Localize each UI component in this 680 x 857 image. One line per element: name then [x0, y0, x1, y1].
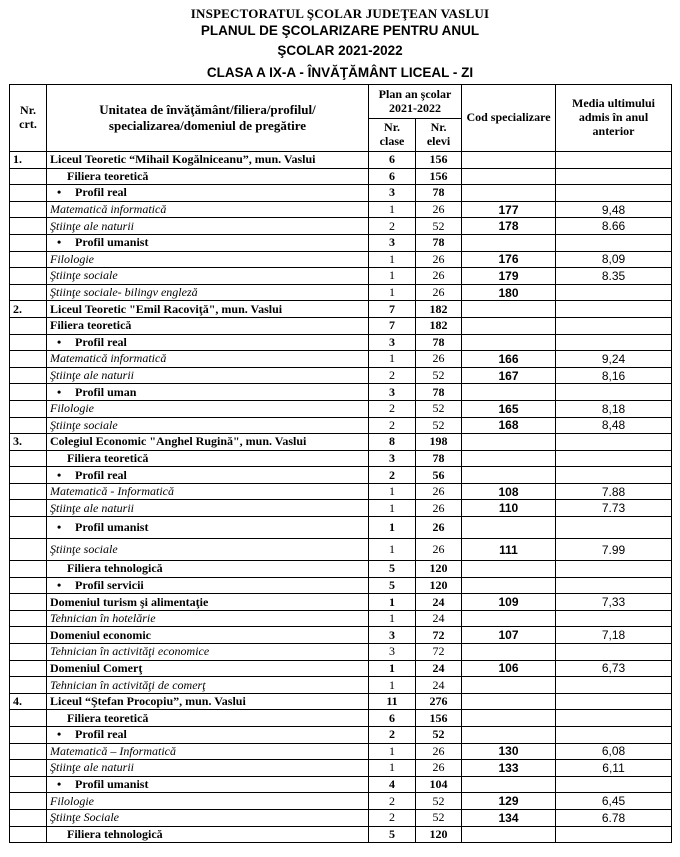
nr-clase-cell: 8 — [369, 434, 416, 451]
filiera-name: Filiera teoretică — [47, 710, 369, 727]
table-row — [10, 434, 672, 451]
table-row — [10, 776, 672, 793]
specialization-name: Ştiinţe Sociale — [47, 809, 369, 826]
row-number: 4. — [10, 693, 47, 710]
nr-clase-cell: 1 — [369, 201, 416, 218]
qualification-name: Tehnician în activităţi de comerţ — [47, 677, 369, 694]
row-number — [10, 644, 47, 661]
filiera-name: Filiera teoretică — [47, 168, 369, 185]
column-header-nr-clase: Nr. clase — [369, 119, 416, 152]
profile-name: • Profil umanist — [47, 234, 369, 251]
row-number — [10, 793, 47, 810]
cod-cell — [462, 168, 556, 185]
specialization-name: Matematică - Informatică — [47, 483, 369, 500]
row-number — [10, 367, 47, 384]
nr-elevi-cell: 56 — [416, 467, 462, 484]
table-row — [10, 577, 672, 594]
media-cell — [556, 677, 672, 694]
nr-elevi-cell: 24 — [416, 610, 462, 627]
media-cell: 7,18 — [556, 627, 672, 644]
table-row — [10, 400, 672, 417]
table-row — [10, 268, 672, 285]
media-cell: 7.73 — [556, 500, 672, 517]
cod-cell — [462, 185, 556, 202]
nr-elevi-cell: 26 — [416, 268, 462, 285]
row-number — [10, 234, 47, 251]
nr-elevi-cell: 52 — [416, 400, 462, 417]
media-cell: 8,16 — [556, 367, 672, 384]
table-row — [10, 644, 672, 661]
row-number — [10, 660, 47, 677]
cod-cell: 134 — [462, 809, 556, 826]
specialization-name: Ştiinţe sociale- bilingv engleză — [47, 284, 369, 301]
media-cell: 8,18 — [556, 400, 672, 417]
nr-elevi-cell: 52 — [416, 809, 462, 826]
cod-cell — [462, 517, 556, 539]
profile-name: • Profil real — [47, 727, 369, 744]
specialization-name: Ştiinţe sociale — [47, 417, 369, 434]
media-cell: 6,45 — [556, 793, 672, 810]
media-cell — [556, 384, 672, 401]
cod-cell — [462, 467, 556, 484]
row-number — [10, 467, 47, 484]
row-number — [10, 201, 47, 218]
table-row — [10, 284, 672, 301]
nr-clase-cell: 3 — [369, 384, 416, 401]
nr-clase-cell: 6 — [369, 152, 416, 169]
row-number: 3. — [10, 434, 47, 451]
row-number — [10, 483, 47, 500]
table-row — [10, 539, 672, 561]
nr-elevi-cell: 26 — [416, 517, 462, 539]
cod-cell — [462, 301, 556, 318]
cod-cell — [462, 610, 556, 627]
table-row — [10, 727, 672, 744]
school-name: Liceul Teoretic “Mihail Kogălniceanu”, mun. Vaslui — [47, 152, 369, 169]
table-row — [10, 251, 672, 268]
nr-elevi-cell: 26 — [416, 284, 462, 301]
table-row — [10, 793, 672, 810]
nr-clase-cell: 1 — [369, 351, 416, 368]
row-number — [10, 594, 47, 611]
nr-clase-cell: 6 — [369, 168, 416, 185]
specialization-name: Ştiinţe sociale — [47, 539, 369, 561]
cod-cell — [462, 384, 556, 401]
row-number — [10, 284, 47, 301]
row-number — [10, 218, 47, 235]
profile-name: • Profil real — [47, 185, 369, 202]
qualification-name: Tehnician în activităţi economice — [47, 644, 369, 661]
table-row — [10, 185, 672, 202]
media-cell — [556, 301, 672, 318]
cod-cell: 179 — [462, 268, 556, 285]
nr-clase-cell: 3 — [369, 450, 416, 467]
cod-cell: 178 — [462, 218, 556, 235]
cod-cell — [462, 727, 556, 744]
column-header-plan: Plan an şcolar 2021-2022 — [369, 85, 462, 119]
media-cell — [556, 693, 672, 710]
qualification-name: Tehnician în hotelărie — [47, 610, 369, 627]
nr-clase-cell: 1 — [369, 610, 416, 627]
nr-clase-cell: 1 — [369, 660, 416, 677]
media-cell: 9,48 — [556, 201, 672, 218]
table-row — [10, 561, 672, 578]
cod-cell: 109 — [462, 594, 556, 611]
nr-elevi-cell: 24 — [416, 660, 462, 677]
filiera-name: Filiera tehnologică — [47, 826, 369, 843]
nr-clase-cell: 1 — [369, 500, 416, 517]
filiera-name: Filiera teoretică — [47, 450, 369, 467]
specialization-name: Ştiinţe ale naturii — [47, 218, 369, 235]
specialization-name: Filologie — [47, 793, 369, 810]
nr-clase-cell: 1 — [369, 760, 416, 777]
table-row — [10, 201, 672, 218]
table-row — [10, 809, 672, 826]
table-row — [10, 218, 672, 235]
nr-clase-cell: 7 — [369, 317, 416, 334]
media-cell — [556, 826, 672, 843]
table-row — [10, 826, 672, 843]
table-row — [10, 417, 672, 434]
table-row — [10, 710, 672, 727]
nr-clase-cell: 1 — [369, 268, 416, 285]
table-row — [10, 234, 672, 251]
nr-elevi-cell: 156 — [416, 168, 462, 185]
cod-cell: 111 — [462, 539, 556, 561]
column-header-media: Media ultimului admis în anul anterior — [556, 85, 672, 152]
cod-cell: 180 — [462, 284, 556, 301]
cod-cell — [462, 334, 556, 351]
nr-elevi-cell: 120 — [416, 826, 462, 843]
row-number — [10, 400, 47, 417]
nr-elevi-cell: 52 — [416, 727, 462, 744]
nr-elevi-cell: 156 — [416, 152, 462, 169]
cod-cell: 168 — [462, 417, 556, 434]
domain-name: Domeniul economic — [47, 627, 369, 644]
media-cell — [556, 727, 672, 744]
cod-cell — [462, 644, 556, 661]
cod-cell — [462, 577, 556, 594]
media-cell — [556, 185, 672, 202]
row-number — [10, 627, 47, 644]
row-number — [10, 351, 47, 368]
nr-clase-cell: 2 — [369, 727, 416, 744]
nr-elevi-cell: 182 — [416, 301, 462, 318]
table-row — [10, 450, 672, 467]
table-row — [10, 317, 672, 334]
table-row — [10, 660, 672, 677]
row-number: 2. — [10, 301, 47, 318]
row-number — [10, 168, 47, 185]
nr-elevi-cell: 120 — [416, 561, 462, 578]
nr-clase-cell: 5 — [369, 577, 416, 594]
nr-clase-cell: 3 — [369, 185, 416, 202]
media-cell — [556, 334, 672, 351]
nr-clase-cell: 2 — [369, 417, 416, 434]
nr-clase-cell: 2 — [369, 367, 416, 384]
cod-cell — [462, 776, 556, 793]
nr-clase-cell: 5 — [369, 826, 416, 843]
media-cell — [556, 434, 672, 451]
cod-cell: 108 — [462, 483, 556, 500]
nr-elevi-cell: 78 — [416, 334, 462, 351]
media-cell — [556, 561, 672, 578]
nr-elevi-cell: 26 — [416, 539, 462, 561]
nr-clase-cell: 1 — [369, 743, 416, 760]
cod-cell: 129 — [462, 793, 556, 810]
nr-clase-cell: 2 — [369, 218, 416, 235]
cod-cell — [462, 693, 556, 710]
table-row — [10, 500, 672, 517]
school-name: Liceul Teoretic "Emil Racoviţă", mun. Vaslui — [47, 301, 369, 318]
cod-cell — [462, 561, 556, 578]
cod-cell — [462, 826, 556, 843]
cod-cell — [462, 317, 556, 334]
nr-elevi-cell: 26 — [416, 251, 462, 268]
row-number — [10, 517, 47, 539]
nr-elevi-cell: 24 — [416, 594, 462, 611]
cod-cell: 133 — [462, 760, 556, 777]
row-number — [10, 268, 47, 285]
profile-name: • Profil umanist — [47, 776, 369, 793]
nr-elevi-cell: 78 — [416, 450, 462, 467]
media-cell — [556, 467, 672, 484]
column-header-nr-crt: Nr. crt. — [10, 85, 47, 152]
specialization-name: Filologie — [47, 400, 369, 417]
row-number — [10, 710, 47, 727]
row-number — [10, 577, 47, 594]
table-row — [10, 677, 672, 694]
nr-elevi-cell: 52 — [416, 367, 462, 384]
nr-clase-cell: 2 — [369, 809, 416, 826]
row-number — [10, 610, 47, 627]
specialization-name: Ştiinţe ale naturii — [47, 367, 369, 384]
media-cell: 9,24 — [556, 351, 672, 368]
media-cell — [556, 234, 672, 251]
cod-cell: 176 — [462, 251, 556, 268]
column-header-cod: Cod specializare — [462, 85, 556, 152]
nr-clase-cell: 1 — [369, 483, 416, 500]
media-cell — [556, 644, 672, 661]
nr-clase-cell: 2 — [369, 467, 416, 484]
inspectorate-title: INSPECTORATUL ŞCOLAR JUDEŢEAN VASLUI — [190, 6, 490, 21]
class-level-title: CLASA A IX-A - ÎNVĂŢĂMÂNT LICEAL - ZI — [206, 65, 474, 80]
table-row — [10, 610, 672, 627]
nr-elevi-cell: 52 — [416, 417, 462, 434]
nr-clase-cell: 3 — [369, 334, 416, 351]
row-number — [10, 561, 47, 578]
row-number: 1. — [10, 152, 47, 169]
filiera-name: Filiera tehnologică — [47, 561, 369, 578]
cod-cell — [462, 677, 556, 694]
media-cell: 8,09 — [556, 251, 672, 268]
nr-elevi-cell: 198 — [416, 434, 462, 451]
nr-elevi-cell: 52 — [416, 218, 462, 235]
row-number — [10, 677, 47, 694]
column-header-unit: Unitatea de învăţământ/filiera/profilul/ specializarea/domeniul de pregătire — [47, 85, 369, 152]
cod-cell: 166 — [462, 351, 556, 368]
nr-elevi-cell: 52 — [416, 793, 462, 810]
school-name: Colegiul Economic "Anghel Rugină", mun. Vaslui — [47, 434, 369, 451]
nr-clase-cell: 1 — [369, 517, 416, 539]
row-number — [10, 185, 47, 202]
nr-clase-cell: 2 — [369, 793, 416, 810]
nr-clase-cell: 3 — [369, 644, 416, 661]
media-cell — [556, 517, 672, 539]
table-row — [10, 483, 672, 500]
row-number — [10, 450, 47, 467]
domain-name: Domeniul turism şi alimentaţie — [47, 594, 369, 611]
media-cell: 6,11 — [556, 760, 672, 777]
row-number — [10, 727, 47, 744]
media-cell: 7.99 — [556, 539, 672, 561]
table-row — [10, 693, 672, 710]
nr-elevi-cell: 120 — [416, 577, 462, 594]
column-header-nr-elevi: Nr. elevi — [416, 119, 462, 152]
cod-cell: 167 — [462, 367, 556, 384]
cod-cell: 110 — [462, 500, 556, 517]
table-row — [10, 152, 672, 169]
row-number — [10, 760, 47, 777]
table-row — [10, 760, 672, 777]
nr-elevi-cell: 78 — [416, 234, 462, 251]
specialization-name: Ştiinţe ale naturii — [47, 760, 369, 777]
nr-clase-cell: 3 — [369, 234, 416, 251]
row-number — [10, 317, 47, 334]
media-cell — [556, 168, 672, 185]
row-number — [10, 809, 47, 826]
table-row — [10, 351, 672, 368]
school-name: Liceul “Ştefan Procopiu”, mun. Vaslui — [47, 693, 369, 710]
cod-cell — [462, 450, 556, 467]
media-cell — [556, 317, 672, 334]
nr-elevi-cell: 72 — [416, 627, 462, 644]
cod-cell — [462, 234, 556, 251]
cod-cell — [462, 152, 556, 169]
media-cell — [556, 450, 672, 467]
table-row — [10, 367, 672, 384]
cod-cell — [462, 710, 556, 727]
cod-cell: 130 — [462, 743, 556, 760]
row-number — [10, 251, 47, 268]
nr-elevi-cell: 156 — [416, 710, 462, 727]
specialization-name: Ştiinţe sociale — [47, 268, 369, 285]
nr-clase-cell: 5 — [369, 561, 416, 578]
row-number — [10, 334, 47, 351]
media-cell — [556, 776, 672, 793]
table-row — [10, 594, 672, 611]
cod-cell — [462, 434, 556, 451]
nr-elevi-cell: 26 — [416, 351, 462, 368]
media-cell: 7.88 — [556, 483, 672, 500]
table-row — [10, 743, 672, 760]
row-number — [10, 743, 47, 760]
profile-name: • Profil uman — [47, 384, 369, 401]
cod-cell: 165 — [462, 400, 556, 417]
table-row — [10, 467, 672, 484]
specialization-name: Matematică informatică — [47, 201, 369, 218]
specialization-name: Ştiinţe ale naturii — [47, 500, 369, 517]
filiera-name: Filiera teoretică — [47, 317, 369, 334]
table-row — [10, 301, 672, 318]
media-cell — [556, 284, 672, 301]
specialization-name: Filologie — [47, 251, 369, 268]
media-cell — [556, 577, 672, 594]
nr-clase-cell: 4 — [369, 776, 416, 793]
nr-clase-cell: 11 — [369, 693, 416, 710]
table-row — [10, 384, 672, 401]
media-cell: 7,33 — [556, 594, 672, 611]
nr-elevi-cell: 26 — [416, 500, 462, 517]
cod-cell: 106 — [462, 660, 556, 677]
nr-elevi-cell: 182 — [416, 317, 462, 334]
media-cell: 6.78 — [556, 809, 672, 826]
media-cell — [556, 710, 672, 727]
cod-cell: 107 — [462, 627, 556, 644]
nr-elevi-cell: 24 — [416, 677, 462, 694]
media-cell: 8.66 — [556, 218, 672, 235]
table-row — [10, 627, 672, 644]
row-number — [10, 384, 47, 401]
enrollment-plan-table — [9, 84, 672, 843]
nr-clase-cell: 1 — [369, 284, 416, 301]
media-cell: 6,08 — [556, 743, 672, 760]
media-cell: 8,48 — [556, 417, 672, 434]
nr-elevi-cell: 72 — [416, 644, 462, 661]
nr-elevi-cell: 78 — [416, 185, 462, 202]
media-cell: 6,73 — [556, 660, 672, 677]
profile-name: • Profil servicii — [47, 577, 369, 594]
nr-clase-cell: 1 — [369, 539, 416, 561]
specialization-name: Matematică – Informatică — [47, 743, 369, 760]
table-row — [10, 168, 672, 185]
nr-clase-cell: 1 — [369, 251, 416, 268]
profile-name: • Profil real — [47, 334, 369, 351]
domain-name: Domeniul Comerţ — [47, 660, 369, 677]
profile-name: • Profil umanist — [47, 517, 369, 539]
media-cell — [556, 610, 672, 627]
row-number — [10, 826, 47, 843]
table-row — [10, 517, 672, 539]
profile-name: • Profil real — [47, 467, 369, 484]
nr-clase-cell: 6 — [369, 710, 416, 727]
nr-clase-cell: 7 — [369, 301, 416, 318]
row-number — [10, 539, 47, 561]
nr-elevi-cell: 26 — [416, 760, 462, 777]
media-cell: 8.35 — [556, 268, 672, 285]
row-number — [10, 417, 47, 434]
school-year-title: ŞCOLAR 2021-2022 — [277, 43, 403, 58]
row-number — [10, 776, 47, 793]
nr-elevi-cell: 78 — [416, 384, 462, 401]
nr-elevi-cell: 26 — [416, 743, 462, 760]
nr-elevi-cell: 104 — [416, 776, 462, 793]
nr-elevi-cell: 26 — [416, 483, 462, 500]
row-number — [10, 500, 47, 517]
cod-cell: 177 — [462, 201, 556, 218]
nr-elevi-cell: 276 — [416, 693, 462, 710]
nr-clase-cell: 2 — [369, 400, 416, 417]
media-cell — [556, 152, 672, 169]
nr-clase-cell: 1 — [369, 594, 416, 611]
specialization-name: Matematică informatică — [47, 351, 369, 368]
plan-title: PLANUL DE ŞCOLARIZARE PENTRU ANUL — [200, 23, 480, 38]
nr-clase-cell: 1 — [369, 677, 416, 694]
nr-clase-cell: 3 — [369, 627, 416, 644]
nr-elevi-cell: 26 — [416, 201, 462, 218]
table-row — [10, 334, 672, 351]
